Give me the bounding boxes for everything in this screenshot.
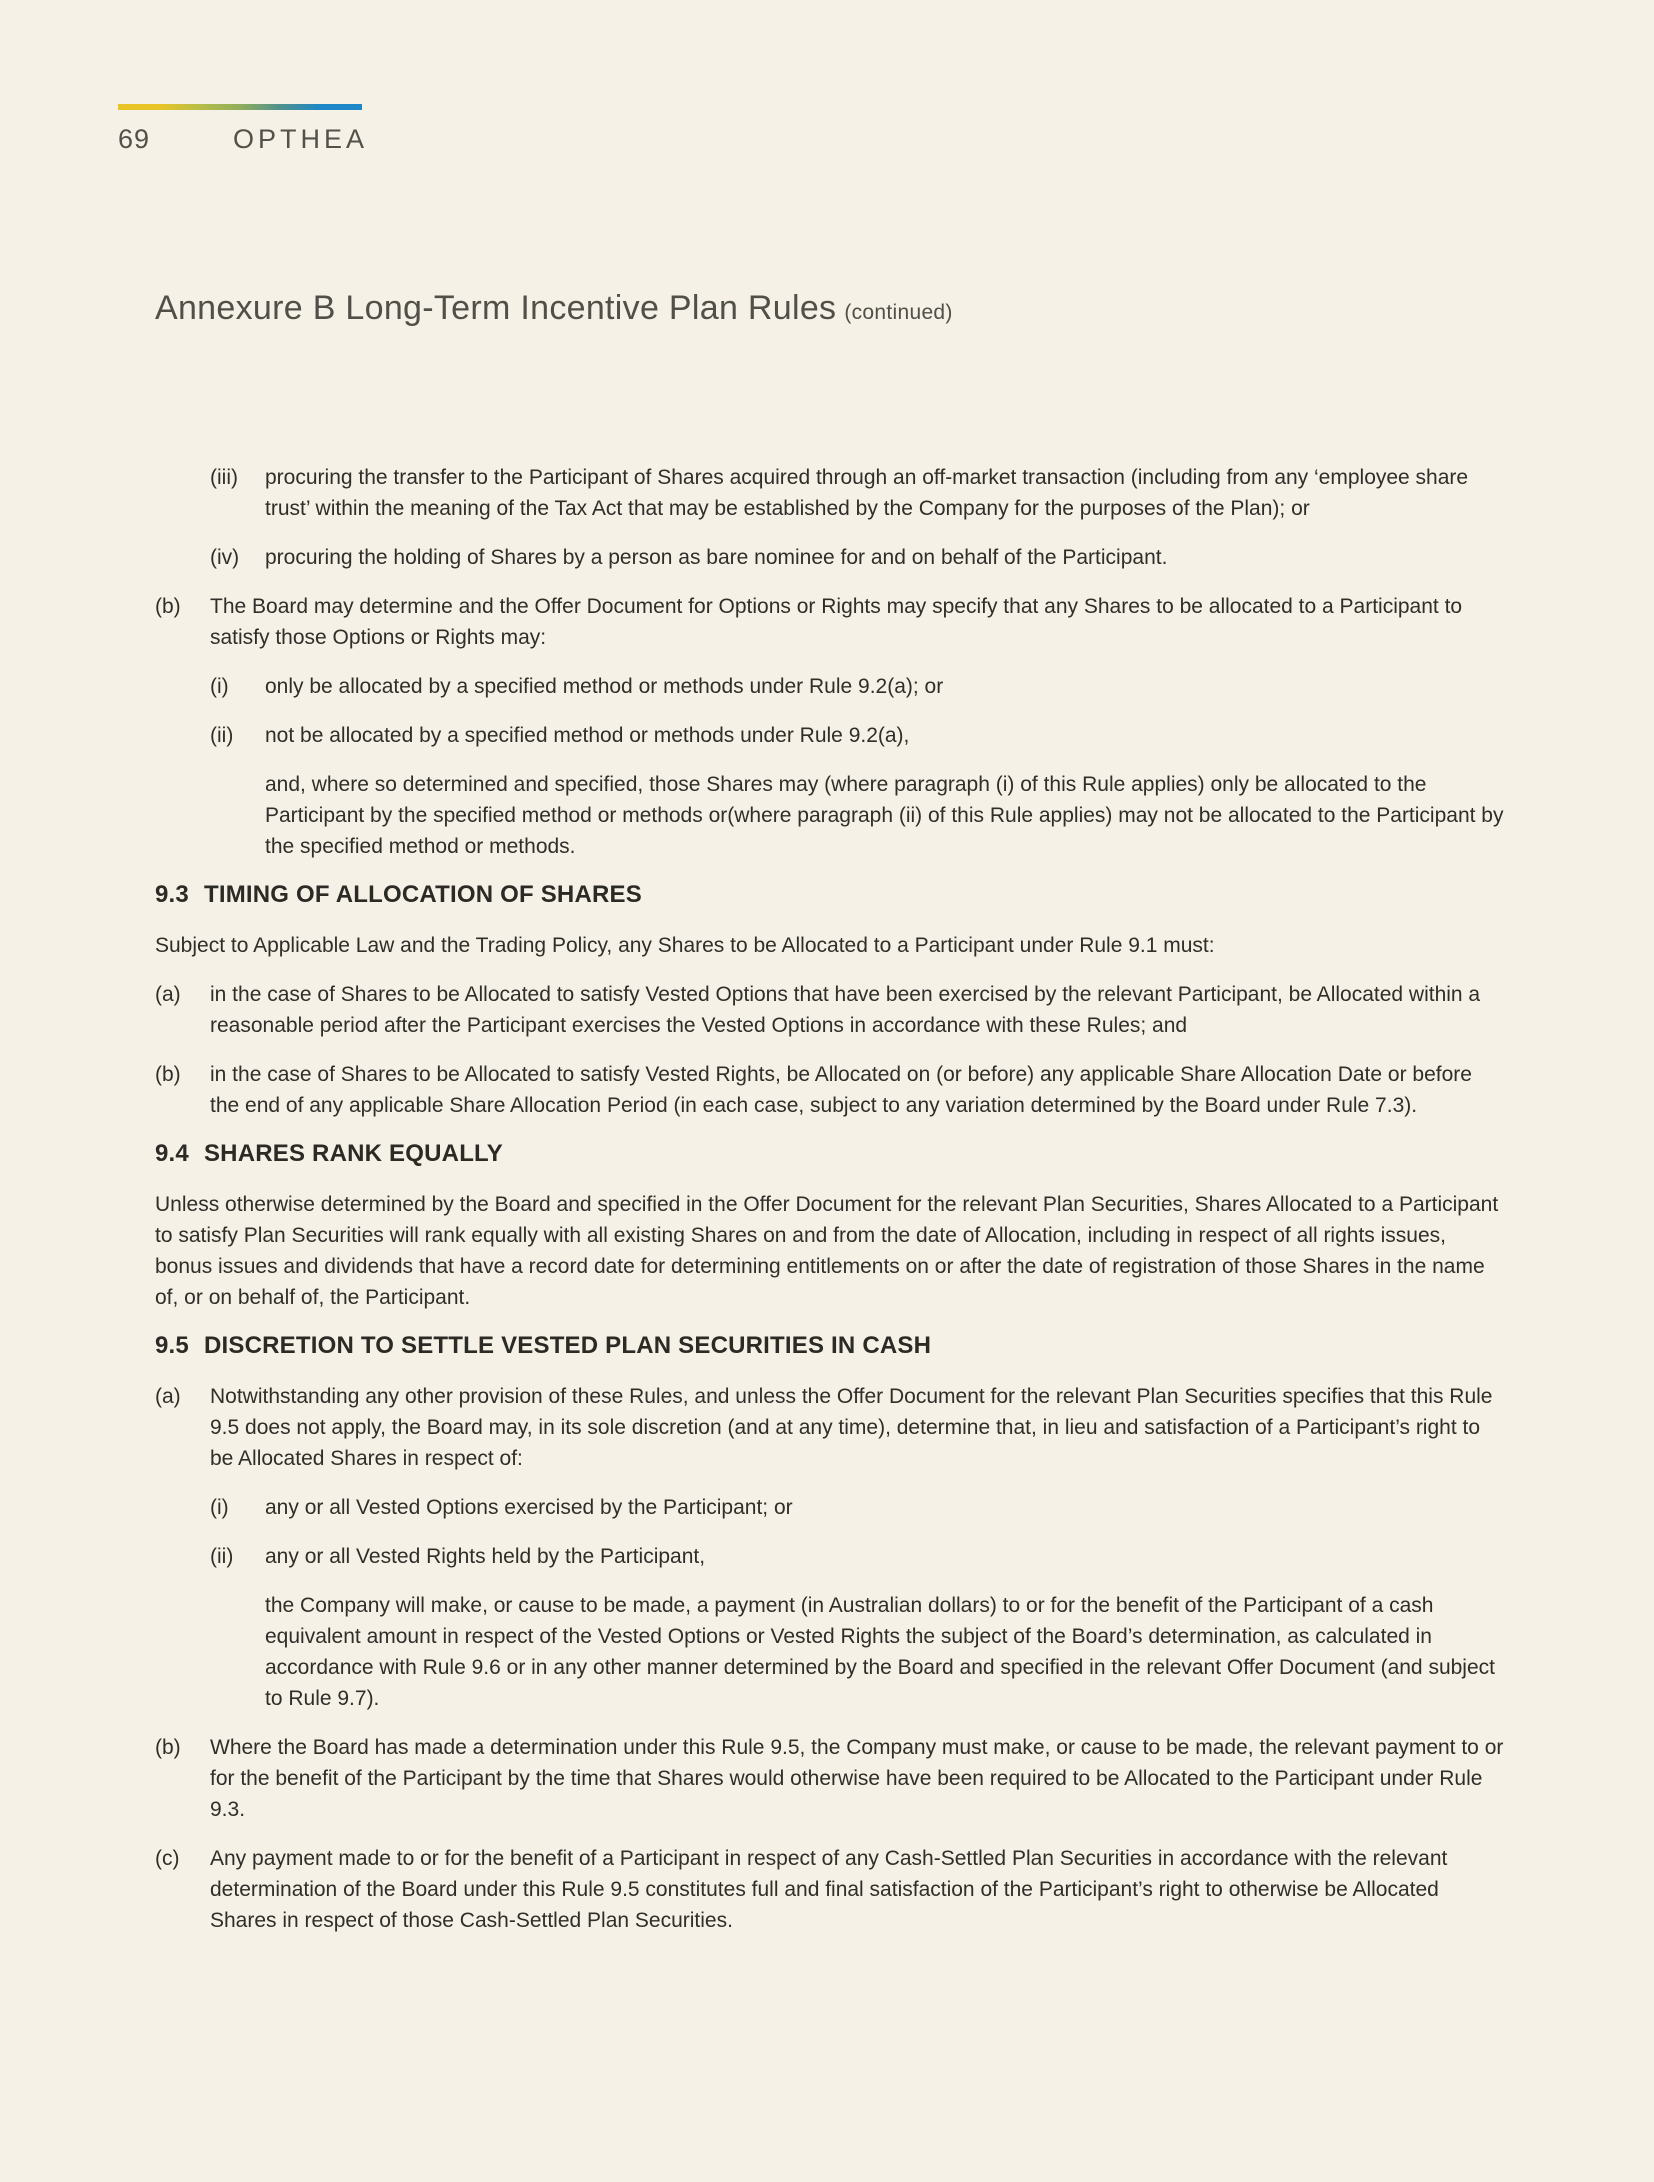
item-label: (ii) <box>210 1545 234 1568</box>
item-text: only be allocated by a specified method or methods under Rule 9.2(a); or <box>265 675 944 698</box>
item-label: (b) <box>155 595 181 618</box>
list-item <box>155 1059 1505 1121</box>
section-heading <box>155 880 1505 910</box>
item-label: (a) <box>155 983 181 1006</box>
item-label: (iv) <box>210 546 240 569</box>
item-text: in the case of Shares to be Allocated to satisfy Vested Rights, be Allocated on (or before) any applicable Share Allocation Date or before the end of any applicable Share Allocation Period (in each case, subject to any variation determined by the Board under Rule 7.3). <box>210 1063 1472 1117</box>
item-text: in the case of Shares to be Allocated to satisfy Vested Options that have been exercised by the relevant Participant, be Allocated within a reasonable period after the Participant exercises the Vested Options in accordance with these Rules; and <box>210 983 1481 1037</box>
header-gradient-rule <box>118 104 362 110</box>
list-item <box>155 1732 1505 1825</box>
list-item <box>210 542 1505 573</box>
item-label: (b) <box>155 1736 181 1759</box>
item-text: Where the Board has made a determination under this Rule 9.5, the Company must make, or cause to be made, the relevant payment to or for the benefit of the Participant by the time that Shares would otherwise have been required to be Allocated to the Participant under Rule 9.3. <box>210 1736 1504 1821</box>
page-number: 69 <box>118 124 151 154</box>
section-heading <box>155 1331 1505 1361</box>
list-item <box>155 591 1505 653</box>
page-title-suffix: (continued) <box>844 300 953 324</box>
section-title: DISCRETION TO SETTLE VESTED PLAN SECURITIES IN CASH <box>203 1332 932 1359</box>
list-item <box>155 979 1505 1041</box>
brand-logo: OPTHEA <box>233 124 369 154</box>
section-number: 9.5 <box>155 1332 189 1359</box>
item-label: (i) <box>210 675 229 698</box>
item-text: any or all Vested Options exercised by the Participant; or <box>265 1496 793 1519</box>
paragraph: Unless otherwise determined by the Board and specified in the Offer Document for the relevant Plan Securities, Shares Allocated to a Participant to satisfy Plan Securities will rank equally with all existing Shares on and from the date of Allocation, including in respect of all rights issues, bonus issues and dividends that have a record date for determining entitlements on or after the date of registration of those Shares in the name of, or on behalf of, the Participant. <box>155 1193 1499 1309</box>
item-label: (iii) <box>210 466 238 489</box>
item-text: The Board may determine and the Offer Document for Options or Rights may specify that any Shares to be allocated to a Participant to satisfy those Options or Rights may: <box>210 595 1463 649</box>
paragraph: and, where so determined and specified, those Shares may (where paragraph (i) of this Rule applies) only be allocated to the Participant by the specified method or methods or(where paragraph (ii) of this Rule applies) may not be allocated to the Participant by the specified method or methods. <box>265 773 1504 858</box>
document-content <box>155 462 1505 1954</box>
list-item <box>210 1541 1505 1572</box>
section-number: 9.4 <box>155 1140 189 1167</box>
list-item <box>210 1492 1505 1523</box>
list-item <box>155 1381 1505 1474</box>
item-text: Any payment made to or for the benefit of a Participant in respect of any Cash-Settled Plan Securities in accordance with the relevant determination of the Board under this Rule 9.5 constitutes full and final satisfaction of the Participant’s right to otherwise be Allocated Shares in respect of those Cash-Settled Plan Securities. <box>210 1847 1448 1932</box>
item-label: (a) <box>155 1385 181 1408</box>
item-label: (i) <box>210 1496 229 1519</box>
section-title: TIMING OF ALLOCATION OF SHARES <box>203 881 642 908</box>
list-item <box>155 1843 1505 1936</box>
item-text: not be allocated by a specified method or methods under Rule 9.2(a), <box>265 724 910 747</box>
list-item <box>210 671 1505 702</box>
item-text: procuring the transfer to the Participant of Shares acquired through an off-market transaction (including from any ‘employee share trust’ within the meaning of the Tax Act that may be established by the Company for the purposes of the Plan); or <box>265 466 1469 520</box>
item-label: (c) <box>155 1847 180 1870</box>
paragraph: Subject to Applicable Law and the Trading Policy, any Shares to be Allocated to a Participant under Rule 9.1 must: <box>155 934 1215 957</box>
item-text: any or all Vested Rights held by the Participant, <box>265 1545 706 1568</box>
section-title: SHARES RANK EQUALLY <box>203 1140 503 1167</box>
section-number: 9.3 <box>155 881 189 908</box>
page-title <box>155 289 953 328</box>
paragraph: the Company will make, or cause to be made, a payment (in Australian dollars) to or for the benefit of the Participant of a cash equivalent amount in respect of the Vested Options or Vested Rights the subject of the Board’s determination, as calculated in accordance with Rule 9.6 or in any other manner determined by the Board and specified in the relevant Offer Document (and subject to Rule 9.7). <box>265 1594 1495 1710</box>
list-item <box>210 462 1505 524</box>
page-title-main: Annexure B Long-Term Incentive Plan Rules <box>155 288 837 327</box>
item-label: (b) <box>155 1063 181 1086</box>
section-heading <box>155 1139 1505 1169</box>
list-item <box>210 720 1505 751</box>
item-label: (ii) <box>210 724 234 747</box>
item-text: procuring the holding of Shares by a person as bare nominee for and on behalf of the Participant. <box>265 546 1168 569</box>
item-text: Notwithstanding any other provision of these Rules, and unless the Offer Document for the relevant Plan Securities specifies that this Rule 9.5 does not apply, the Board may, in its sole discretion (and at any time), determine that, in lieu and satisfaction of a Participant’s right to be Allocated Shares in respect of: <box>210 1385 1493 1470</box>
